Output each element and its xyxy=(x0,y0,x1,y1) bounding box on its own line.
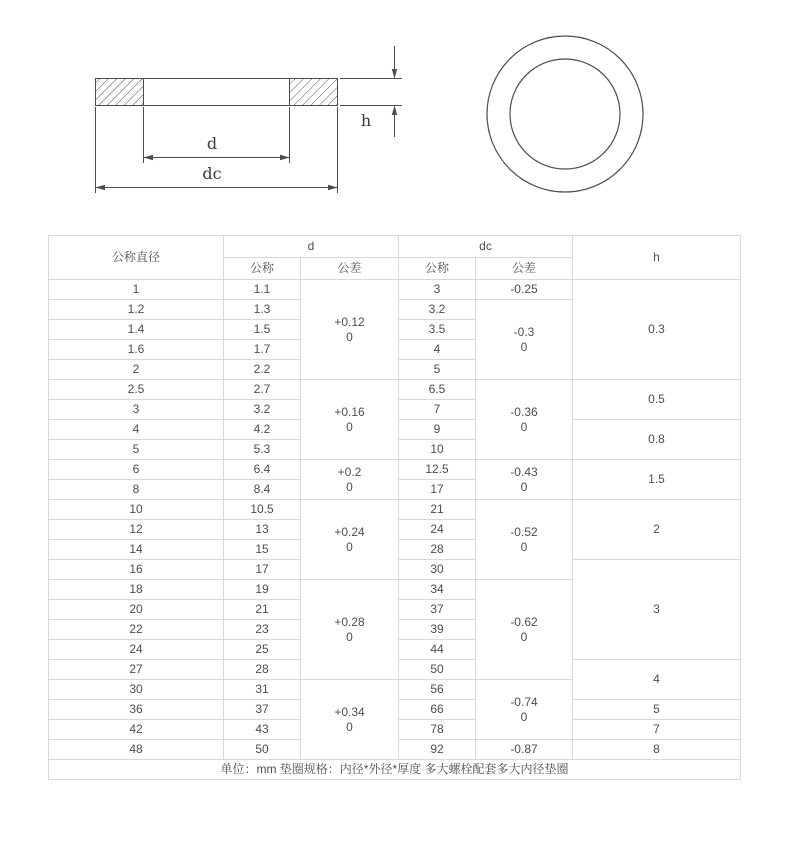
cell-d-nominal: 1.7 xyxy=(224,340,301,360)
cell-dc-nominal: 10 xyxy=(399,440,476,460)
table-header xyxy=(49,236,741,280)
cell-nominal-diameter: 27 xyxy=(49,660,224,680)
table-footer-row xyxy=(49,760,741,780)
cell-nominal-diameter: 1.4 xyxy=(49,320,224,340)
spec-row xyxy=(49,280,741,300)
cell-nominal-diameter: 42 xyxy=(49,720,224,740)
cell-dc-nominal: 24 xyxy=(399,520,476,540)
cell-nominal-diameter: 24 xyxy=(49,640,224,660)
dim-label-d: d xyxy=(206,134,218,153)
washer-spec-table xyxy=(48,235,741,780)
arrow-down-icon xyxy=(392,69,397,79)
cell-d-nominal: 3.2 xyxy=(224,400,301,420)
cell-d-nominal: 31 xyxy=(224,680,301,700)
cell-dc-nominal: 44 xyxy=(399,640,476,660)
hatched-section-right xyxy=(290,79,338,106)
cell-h: 4 xyxy=(573,660,741,700)
cell-nominal-diameter: 30 xyxy=(49,680,224,700)
cell-d-nominal: 2.7 xyxy=(224,380,301,400)
cell-dc-nominal: 78 xyxy=(399,720,476,740)
cell-nominal-diameter: 10 xyxy=(49,500,224,520)
cell-dc-nominal: 4 xyxy=(399,340,476,360)
cell-nominal-diameter: 1.6 xyxy=(49,340,224,360)
unit-note: 单位：mm 垫圈规格：内径*外径*厚度 多大螺栓配套多大内径垫圈 xyxy=(49,760,741,780)
table-footer xyxy=(49,760,741,780)
cell-nominal-diameter: 18 xyxy=(49,580,224,600)
cell-d-nominal: 5.3 xyxy=(224,440,301,460)
cell-h: 2 xyxy=(573,500,741,560)
cell-dc-nominal: 3 xyxy=(399,280,476,300)
cell-d-tolerance: +0.16 0 xyxy=(301,380,399,460)
cell-dc-tolerance: -0.3 0 xyxy=(476,300,573,380)
cell-d-tolerance: +0.12 0 xyxy=(301,280,399,380)
washer-table-body xyxy=(49,280,741,760)
cell-nominal-diameter: 20 xyxy=(49,600,224,620)
cell-nominal-diameter: 6 xyxy=(49,460,224,480)
cell-dc-tolerance: -0.52 0 xyxy=(476,500,573,580)
cell-d-nominal: 1.5 xyxy=(224,320,301,340)
cell-h: 8 xyxy=(573,740,741,760)
arrow-left-icon xyxy=(96,185,106,190)
cell-d-nominal: 1.1 xyxy=(224,280,301,300)
cell-d-nominal: 1.3 xyxy=(224,300,301,320)
cell-nominal-diameter: 1.2 xyxy=(49,300,224,320)
cell-dc-tolerance: -0.74 0 xyxy=(476,680,573,740)
cell-h: 5 xyxy=(573,700,741,720)
cell-nominal-diameter: 1 xyxy=(49,280,224,300)
cell-dc-nominal: 34 xyxy=(399,580,476,600)
dim-label-h: h xyxy=(360,111,372,130)
cell-d-nominal: 28 xyxy=(224,660,301,680)
cell-d-nominal: 23 xyxy=(224,620,301,640)
cell-nominal-diameter: 2 xyxy=(49,360,224,380)
cell-h: 7 xyxy=(573,720,741,740)
cell-h: 0.8 xyxy=(573,420,741,460)
arrow-right-icon xyxy=(328,185,338,190)
cell-dc-nominal: 66 xyxy=(399,700,476,720)
cell-dc-nominal: 5 xyxy=(399,360,476,380)
cell-dc-tolerance: -0.43 0 xyxy=(476,460,573,500)
cell-nominal-diameter: 2.5 xyxy=(49,380,224,400)
cell-dc-nominal: 50 xyxy=(399,660,476,680)
spec-table-container xyxy=(48,235,740,780)
cell-dc-nominal: 7 xyxy=(399,400,476,420)
cell-nominal-diameter: 22 xyxy=(49,620,224,640)
cell-dc-tolerance: -0.25 xyxy=(476,280,573,300)
hatched-section-left xyxy=(96,79,144,106)
cell-nominal-diameter: 3 xyxy=(49,400,224,420)
cell-d-tolerance: +0.2 0 xyxy=(301,460,399,500)
cell-dc-nominal: 3.5 xyxy=(399,320,476,340)
cell-nominal-diameter: 12 xyxy=(49,520,224,540)
spec-row xyxy=(49,500,741,520)
cell-dc-nominal: 3.2 xyxy=(399,300,476,320)
cell-d-nominal: 25 xyxy=(224,640,301,660)
header-dc-tolerance: 公差 xyxy=(476,258,573,280)
header-dc: dc xyxy=(399,236,573,258)
cell-dc-nominal: 12.5 xyxy=(399,460,476,480)
cell-d-nominal: 43 xyxy=(224,720,301,740)
cell-d-nominal: 6.4 xyxy=(224,460,301,480)
cell-d-nominal: 21 xyxy=(224,600,301,620)
cell-nominal-diameter: 14 xyxy=(49,540,224,560)
cell-nominal-diameter: 36 xyxy=(49,700,224,720)
cell-dc-nominal: 17 xyxy=(399,480,476,500)
washer-technical-drawing xyxy=(0,0,790,230)
cell-h: 0.3 xyxy=(573,280,741,380)
cell-dc-nominal: 6.5 xyxy=(399,380,476,400)
cell-dc-nominal: 9 xyxy=(399,420,476,440)
header-d-tolerance: 公差 xyxy=(301,258,399,280)
cell-dc-nominal: 56 xyxy=(399,680,476,700)
cell-d-nominal: 15 xyxy=(224,540,301,560)
cell-dc-nominal: 21 xyxy=(399,500,476,520)
cell-nominal-diameter: 4 xyxy=(49,420,224,440)
cell-h: 0.5 xyxy=(573,380,741,420)
cell-nominal-diameter: 8 xyxy=(49,480,224,500)
cell-d-nominal: 8.4 xyxy=(224,480,301,500)
cell-d-nominal: 4.2 xyxy=(224,420,301,440)
cell-d-nominal: 19 xyxy=(224,580,301,600)
spec-row xyxy=(49,460,741,480)
cell-d-nominal: 50 xyxy=(224,740,301,760)
cell-d-tolerance: +0.34 0 xyxy=(301,680,399,760)
header-nominal-diameter: 公称直径 xyxy=(49,236,224,280)
cell-nominal-diameter: 48 xyxy=(49,740,224,760)
cell-dc-nominal: 39 xyxy=(399,620,476,640)
header-dc-nominal: 公称 xyxy=(399,258,476,280)
cell-dc-nominal: 92 xyxy=(399,740,476,760)
cell-h: 3 xyxy=(573,560,741,660)
cell-dc-nominal: 37 xyxy=(399,600,476,620)
inner-circle xyxy=(510,59,620,169)
arrow-up-icon xyxy=(392,106,397,116)
cell-d-nominal: 37 xyxy=(224,700,301,720)
cell-nominal-diameter: 16 xyxy=(49,560,224,580)
arrow-right-icon xyxy=(280,155,290,160)
cell-d-tolerance: +0.24 0 xyxy=(301,500,399,580)
cell-d-nominal: 10.5 xyxy=(224,500,301,520)
arrow-left-icon xyxy=(144,155,154,160)
cell-d-nominal: 13 xyxy=(224,520,301,540)
cell-h: 1.5 xyxy=(573,460,741,500)
header-d: d xyxy=(224,236,399,258)
top-view xyxy=(487,36,643,192)
cell-dc-nominal: 30 xyxy=(399,560,476,580)
header-h: h xyxy=(573,236,741,280)
dim-label-dc: dc xyxy=(202,164,222,183)
cell-d-nominal: 17 xyxy=(224,560,301,580)
cell-dc-tolerance: -0.36 0 xyxy=(476,380,573,460)
cell-nominal-diameter: 5 xyxy=(49,440,224,460)
cell-d-tolerance: +0.28 0 xyxy=(301,580,399,680)
cell-dc-tolerance: -0.87 xyxy=(476,740,573,760)
spec-row xyxy=(49,380,741,400)
header-d-nominal: 公称 xyxy=(224,258,301,280)
cell-dc-tolerance: -0.62 0 xyxy=(476,580,573,680)
cell-d-nominal: 2.2 xyxy=(224,360,301,380)
cell-dc-nominal: 28 xyxy=(399,540,476,560)
section-view xyxy=(96,79,338,106)
